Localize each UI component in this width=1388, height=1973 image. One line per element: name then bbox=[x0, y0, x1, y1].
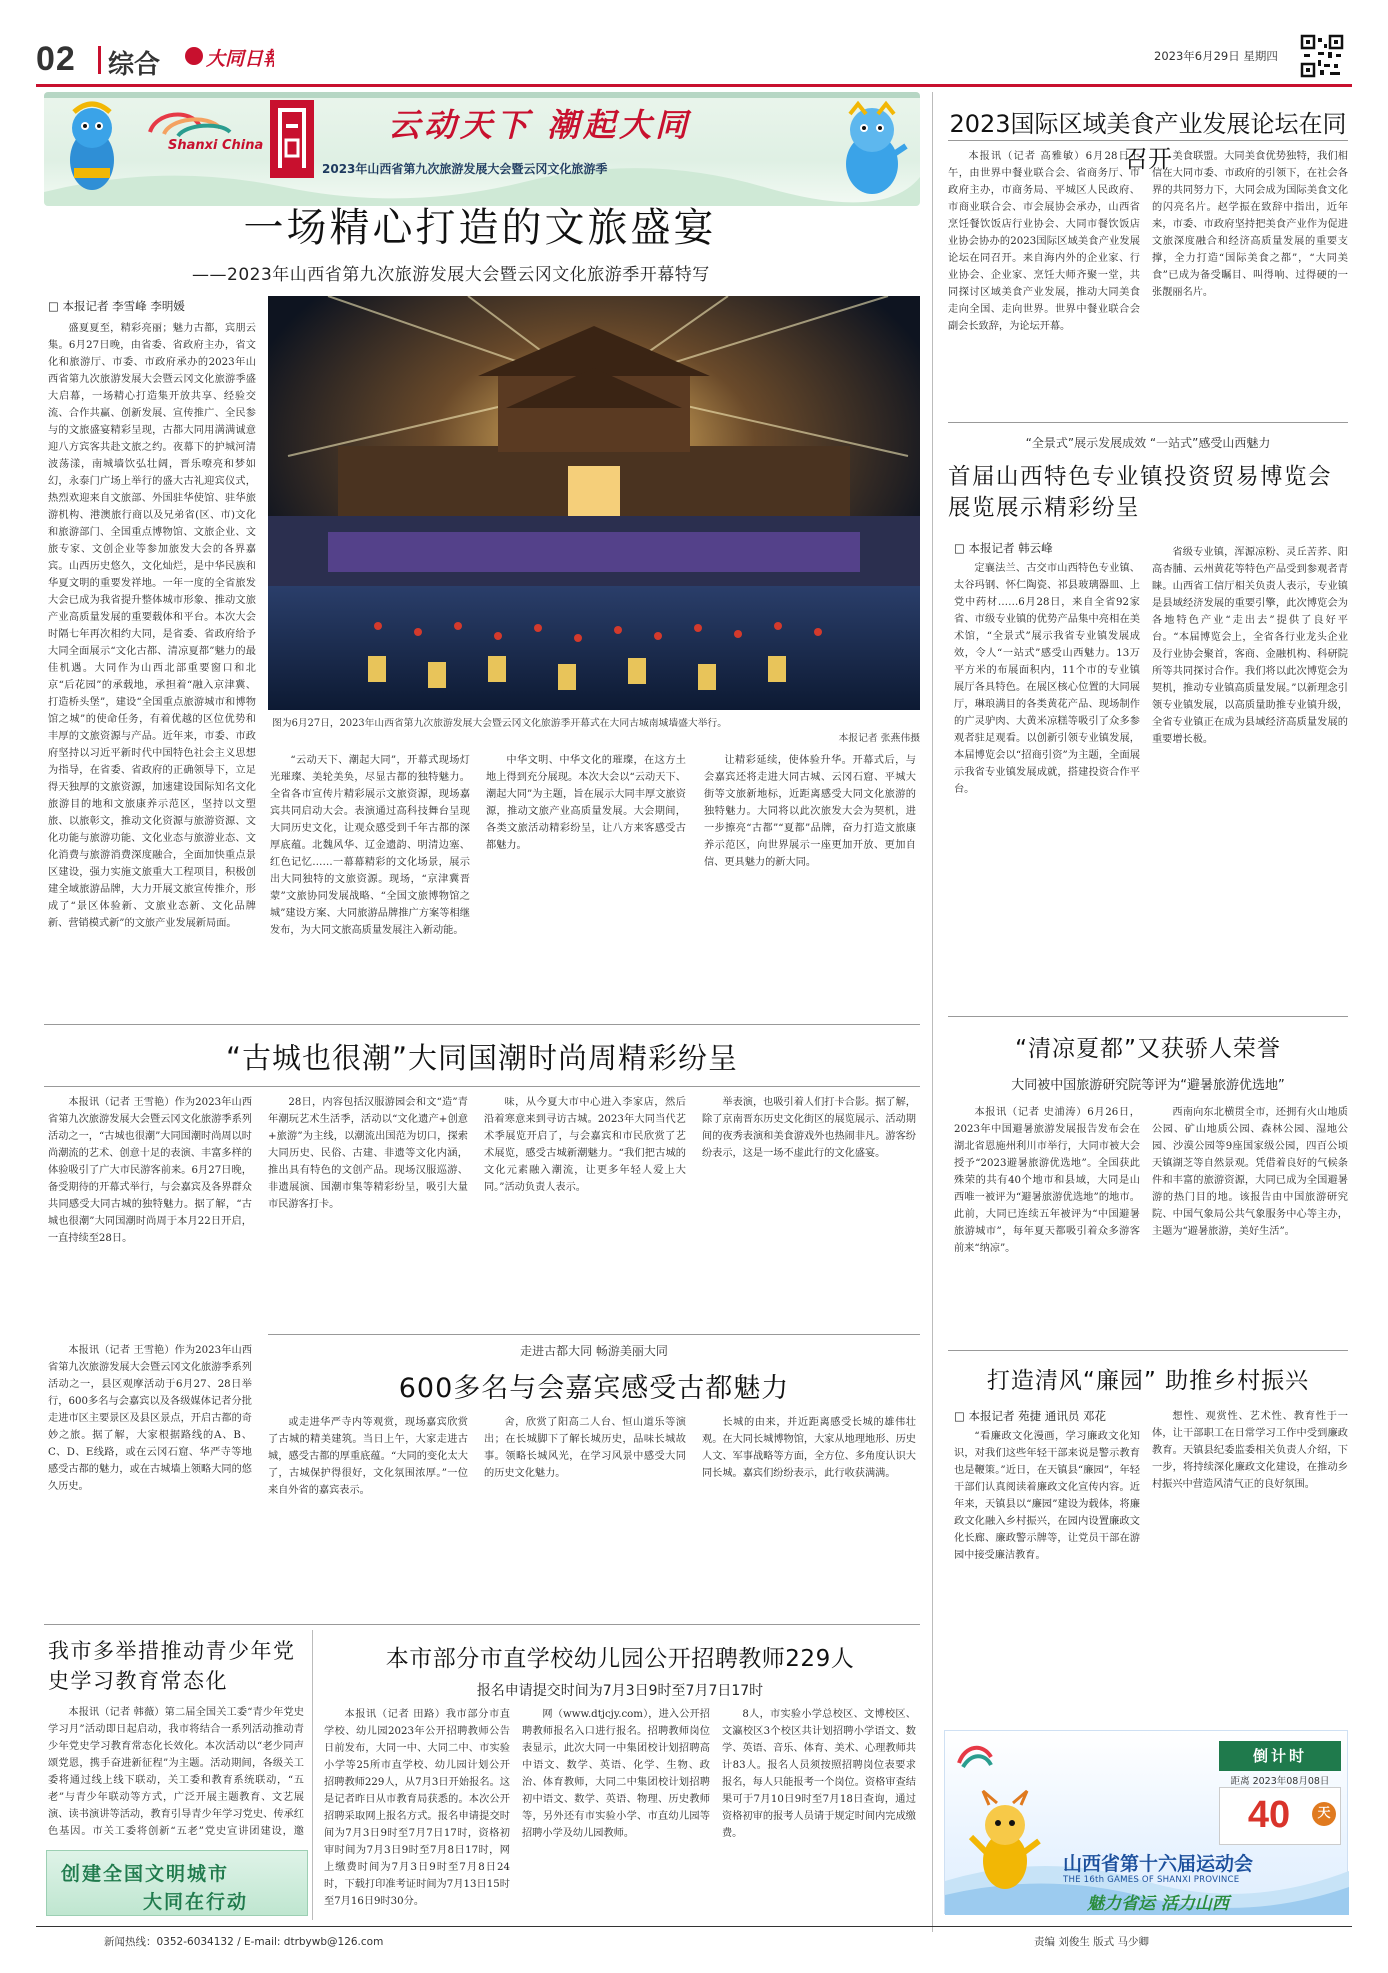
trend-week-column-3-text: 味，从今夏大市中心进入李家店，然后沿着寒意来到寻访古城。2023年大同当代艺术季展览开启了，与会嘉宾和市民欣赏了艺术展览，感受古城新潮魅力。“我们把古城的文化元素融入潮流，让更多年轻人爱上大同。”活动负责人表示。 bbox=[484, 1097, 686, 1193]
youth-history-byline: 本报讯（记者 韩薇） bbox=[68, 1707, 165, 1718]
guests-column-2-text: 或走进华严寺内等观赏，现场嘉宾欣赏了古城的精美建筑。当日上午，大家走进古城，感受古都的厚重底蕴。“大同的变化太大了，古城保护得很好，文化氛围浓厚。”一位来自外省的嘉宾表示。 bbox=[268, 1417, 468, 1496]
newspaper-logo bbox=[182, 40, 274, 76]
guests-column-1 bbox=[48, 1342, 252, 1612]
footer-contact: 新闻热线：0352-6034132 / E-mail: dtrbywb@126.com bbox=[104, 1936, 384, 1948]
guests-headline: 600多名与会嘉宾感受古都魅力 bbox=[398, 1373, 790, 1404]
clean-garden-column-1 bbox=[954, 1428, 1140, 1718]
lead-column-2-text: “云动天下、潮起大同”，开幕式现场灯光璀璨、美轮美奂，尽显古都的独特魅力。全省各市宣传片精彩展示文旅资源，现场嘉宾共同启动大会。表演通过高科技舞台呈现大同历史文化，让观众感受到千年古都的深厚底蕴。北魏风华、辽金遗韵、明清边塞、红色记忆……一幕幕精彩的文化场景，展示出大同独特的文旅资源。现场，“京津冀晋蒙”文旅协同发展战略、“全国文旅博物馆之城”建设方案、大同旅游品牌推广方案等相继发布，为大同文旅高质量发展注入新动能。 bbox=[270, 755, 470, 936]
civilized-city-line-2: 大同在行动 bbox=[143, 1891, 249, 1913]
rule bbox=[268, 1334, 920, 1335]
trend-week-column-1-text: 作为2023年山西省第九次旅游发展大会暨云冈文化旅游季系列活动之一，“古城也很潮”大同国潮时尚周以时尚潮流的艺术、创意十足的表演、丰富多样的体验吸引了广大市民游客前来。6月27日晚，备受期待的开幕式举行，与会嘉宾及各界群众共同感受大同古城的独特魅力。据了解，“古城也很潮”大同国潮时尚周于本月22日开启，一直持续至28日。 bbox=[48, 1097, 252, 1244]
mascot-right-icon bbox=[836, 100, 908, 200]
issue-date: 2023年6月29日 星期四 bbox=[1154, 49, 1278, 63]
clean-garden-column-2 bbox=[1152, 1408, 1348, 1718]
photo-caption bbox=[272, 716, 920, 746]
expo-headline: 首届山西特色专业镇投资贸易博览会展览展示精彩纷呈 bbox=[948, 464, 1333, 521]
civilized-city-banner bbox=[46, 1850, 308, 1916]
svg-text:大同日報: 大同日 bbox=[206, 48, 264, 70]
trend-week-byline: 本报讯（记者 王雪艳） bbox=[68, 1097, 175, 1108]
teacher-recruit-subheadline: 报名申请提交时间为7月3日9时至7月7日17时 bbox=[476, 1683, 764, 1699]
trend-week-headline: “古城也很潮”大同国潮时尚周精彩纷呈 bbox=[225, 1041, 739, 1075]
countdown-date: 距离 2023年08月08日 bbox=[1230, 1776, 1330, 1787]
expo-column-2-text: 省级专业镇，浑源凉粉、灵丘苦荞、阳高杏脯、云州黄花等特色产品受到参观者青睐。山西省工信厅相关负责人表示，专业镇是县域经济发展的重要引擎，此次博览会为各地特色产业“走出去”提供了良好平台。“本届博览会上，全省各行业龙头企业及行业协会聚首，客商、金融机构、科研院所等共同探讨合作。我们将以此次博览会为契机，推动专业镇高质量发展。”以新理念引领专业镇发展，以高质量助推专业镇升级，全省专业镇正在成为县域经济高质量发展的重要增长极。 bbox=[1152, 547, 1348, 745]
lead-byline: □ 本报记者 李雪峰 李明媛 bbox=[48, 299, 185, 313]
countdown-unit: 天 bbox=[1312, 1802, 1336, 1826]
teacher-recruit-column-3 bbox=[722, 1706, 916, 1916]
countdown-value: 40 bbox=[1247, 1794, 1291, 1836]
banner-slogan: 云动天下 潮起大同 bbox=[388, 106, 692, 144]
rule bbox=[44, 1624, 920, 1625]
trend-week-column-1 bbox=[48, 1094, 252, 1326]
expo-byline: □ 本报记者 韩云峰 bbox=[954, 541, 1053, 555]
banner-brand: Shanxi China bbox=[168, 138, 264, 153]
games-mascot-icon bbox=[965, 1789, 1045, 1899]
cool-city-column-1-text: 6月26日，2023年中国避暑旅游发展报告发布会在湖北省恩施州利川市举行，大同市被大会授予“2023避暑旅游优选地”。全国获此殊荣的共有40个地市和县域，大同是山西唯一被评为“避暑旅游优选地”的地市。此前，大同已连续五年被评为“中国避暑旅游城市”，每年夏天都吸引着众多游客前来“纳凉”。 bbox=[954, 1107, 1140, 1254]
lead-subheadline: ——2023年山西省第九次旅游发展大会暨云冈文化旅游季开幕特写 bbox=[192, 265, 710, 285]
youth-history-column bbox=[48, 1704, 304, 1842]
mascot-left-icon bbox=[64, 100, 120, 196]
rule bbox=[948, 1016, 1348, 1017]
rule bbox=[948, 140, 1348, 141]
guests-byline: 本报讯（记者 王雪艳） bbox=[68, 1345, 175, 1356]
teacher-recruit-headline: 本市部分市直学校幼儿园公开招聘教师229人 bbox=[385, 1646, 855, 1672]
trend-week-column-4-text: 举表演，也吸引着人们打卡合影。据了解，除了京南晋东历史文化街区的展览展示、活动期间的夜秀表演和美食游戏外也热闹非凡。游客纷纷表示，这是一场不虚此行的文化盛宴。 bbox=[702, 1097, 916, 1159]
yungang-seal-icon bbox=[270, 100, 314, 178]
youth-history-column-text: 第二届全国关工委“青少年党史学习月”活动即日起启动，我市将结合一系列活动推动青少年党史学习教育常态化长效化。本次活动以“老少同声颂党恩，携手奋进新征程”为主题。活动期间，各级关工委将通过线上线下联动，关工委和教育系统联动，“五老”与青少年联动等方式，广泛开展主题教育、文艺展演、读书演讲等活动，教育引导青少年学习党史、传承红色基因。市关工委将创新“五老”党史宣讲团建设，邀 bbox=[48, 1707, 304, 1837]
games-english-title: THE 16th GAMES OF SHANXI PROVINCE bbox=[1063, 1875, 1240, 1885]
photo-caption-text: 图为6月27日，2023年山西省第九次旅游发展大会暨云冈文化旅游季开幕式在大同古城南城墙盛大举行。 bbox=[272, 718, 728, 729]
cool-city-column-2 bbox=[1152, 1104, 1348, 1336]
cool-city-subheadline: 大同被中国旅游研究院等评为“避暑旅游优选地” bbox=[1011, 1078, 1285, 1093]
column-divider bbox=[932, 92, 933, 1932]
page-number: 02 bbox=[36, 40, 76, 78]
forum-headline: 2023国际区域美食产业发展论坛在同召开 bbox=[949, 110, 1347, 173]
teacher-recruit-column-1-text: 我市部分市直学校、幼儿园2023年公开招聘教师公告日前发布，大同一中、大同二中、市实验小学等25所市直学校、幼儿园计划公开招聘教师229人，从7月3日开始报名。这是记者昨日从市教育局获悉的。本次公开招聘采取网上报名方式。报名申请提交时间为7月3日9时至7月7日17时，资格初审时间为7月3日9时至7月8日17时，网上缴费时间为7月3日9时至7月8日24时，下载打印准考证时间为7月13日15时至7月16日9时30分。 bbox=[324, 1709, 510, 1907]
lead-headline: 一场精心打造的文旅盛宴 bbox=[243, 205, 717, 251]
games-slogan: 魅力省运 活力山西 bbox=[1087, 1894, 1229, 1914]
photo-credit: 本报记者 张燕伟摄 bbox=[838, 733, 920, 744]
cool-city-column-2-text: 西南向东北横贯全市，还拥有火山地质公园、矿山地质公园、森林公园、湿地公园、沙漠公园等9座国家级公园，四百公顷天镇湖芝等自然景观。凭借着良好的气候条件和丰富的旅游资源，大同已成为全国避暑游的热门目的地。该报告由中国旅游研究院、中国气象局公共气象服务中心等主办，主题为“避暑旅游，美好生活”。 bbox=[1152, 1107, 1348, 1237]
lead-photo bbox=[268, 296, 920, 710]
trend-week-column-4 bbox=[702, 1094, 916, 1326]
games-emblem-icon bbox=[955, 1739, 995, 1773]
qr-code-icon bbox=[1300, 34, 1344, 78]
forum-column-2-text: 美食联盟。大同美食优势独特，我们相信在大同市委、市政府的引领下，在社会各界的共同努力下，大同会成为国际美食文化的闪亮名片。赵学振在致辞中指出，近年来，市委、市政府坚持把美食产业作为促进文旅深度融合和经济高质量发展的重要支撑，全力打造“国际美食之都”，“大同美食”已成为备受瞩目、叫得响、过得硬的一张靓丽名片。 bbox=[1152, 151, 1348, 298]
footer-editors: 责编 刘俊生 版式 马少卿 bbox=[1034, 1936, 1150, 1948]
teacher-recruit-byline: 本报讯（记者 田路） bbox=[344, 1709, 446, 1720]
clean-garden-byline: □ 本报记者 苑捷 通讯员 邓花 bbox=[954, 1409, 1106, 1423]
banner-subtitle: 2023年山西省第九次旅游发展大会暨云冈文化旅游季 bbox=[322, 162, 608, 176]
clean-garden-column-2-text: 想性、观赏性、艺术性、教育性于一体，让干部职工在日常学习工作中受到廉政教育。天镇县纪委监委相关负责人介绍，下一步，将持续深化廉政文化建设，在推动乡村振兴中营造风清气正的良好氛围。 bbox=[1152, 1411, 1348, 1490]
rule bbox=[44, 1024, 920, 1025]
guests-column-3-text: 舍，欣赏了阳高二人台、恒山道乐等演出；在长城脚下了解长城历史，品味长城故事。领略长城风光，在学习风景中感受大同的历史文化魅力。 bbox=[484, 1417, 686, 1479]
games-title: 山西省第十六届运动会 bbox=[1063, 1853, 1254, 1875]
guests-column-4 bbox=[702, 1414, 916, 1612]
rule bbox=[44, 1086, 920, 1087]
column-divider bbox=[312, 1630, 313, 1920]
expo-column-2 bbox=[1152, 544, 1348, 998]
teacher-recruit-column-2-text: 网（www.dtjcjy.com），进入公开招聘教师报名入口进行报名。招聘教师岗位表显示，此次大同一中集团校计划招聘高中语文、数学、英语、化学、生物、政治、体育教师，大同二中集团校计划招聘初中语文、数学、英语、物理、历史教师等，另外还有市实验小学、市直幼儿园等招聘小学及幼儿园教师。 bbox=[522, 1709, 710, 1839]
trend-week-column-2-text: 28日，内容包括汉服游园会和文“造”青年潮玩艺术生活季，活动以“文化遗产+创意+旅游”为主线，以潮流出国范为切口，探索大同历史、民俗、古建、非遗等文化内涵，推出具有特色的文创产品。现场汉服巡游、非遗展演、国潮市集等精彩纷呈，吸引大量市民游客打卡。 bbox=[268, 1097, 468, 1210]
guests-column-3 bbox=[484, 1414, 686, 1612]
lead-column-2 bbox=[270, 752, 470, 1012]
section-label: 综合 bbox=[108, 50, 161, 80]
expo-kicker: “全景式”展示发展成效 “一站式”感受山西魅力 bbox=[1025, 436, 1271, 450]
guests-column-4-text: 长城的由来，并近距离感受长城的雄伟壮观。在大同长城博物馆，大家从地理地形、历史人文、军事战略等方面，全方位、多角度认识大同长城。嘉宾们纷纷表示，此行收获满满。 bbox=[702, 1417, 916, 1479]
trend-week-column-2 bbox=[268, 1094, 468, 1326]
forum-column-1 bbox=[948, 148, 1140, 398]
clean-garden-column-1-text: “看廉政文化漫画，学习廉政文化知识，对我们这些年轻干部来说是警示教育也是鞭策。”近日，在天镇县“廉园”，年轻干部们认真阅读着廉政文化宣传内容。近年来，天镇县以“廉园”建设为载体，将廉政文化融入乡村振兴，在园内设置廉政文化长廊、廉政警示牌等，让党员干部在游园中接受廉洁教育。 bbox=[954, 1431, 1140, 1561]
header-divider bbox=[98, 46, 101, 74]
guests-column-1-text: 作为2023年山西省第九次旅游发展大会暨云冈文化旅游季系列活动之一，县区观摩活动于6月27、28日举行，600多名与会嘉宾以及各级媒体记者分批走进市区主要景区及县区景点，开启古都的奇妙之旅。据了解，大家根据路线的A、B、C、D、E线路，或在云冈石窟、华严寺等地感受古都的魅力，或在古城墙上领略大同的悠久历史。 bbox=[48, 1345, 252, 1492]
teacher-recruit-column-3-text: 8人，市实验小学总校区、文博校区、文瀛校区3个校区共计划招聘小学语文、数学、英语、音乐、体育、美术、心理教师共计83人。报名人员须按照招聘岗位表要求报名，每人只能报考一个岗位。资格审查结果可于7月10日9时至7月18日查询，通过资格初审的报考人员请于规定时间内完成缴费。 bbox=[722, 1709, 916, 1839]
cool-city-headline: “清凉夏都”又获骄人荣誉 bbox=[1015, 1036, 1281, 1062]
clean-garden-headline: 打造清风“廉园” 助推乡村振兴 bbox=[986, 1368, 1310, 1394]
forum-column-2 bbox=[1152, 148, 1348, 398]
guests-column-2 bbox=[268, 1414, 468, 1612]
sports-games-ad bbox=[944, 1730, 1348, 1914]
lead-column-4-text: 让精彩延续，使体验升华。开幕式后，与会嘉宾还将走进大同古城、云冈石窟、平城大街等文旅新地标，近距离感受大同文化旅游的独特魅力。大同将以此次旅发大会为契机，进一步擦亮“古都”“夏都”品牌，奋力打造文旅康养示范区，向世界展示一座更加开放、更加自信、更具魅力的新大同。 bbox=[704, 755, 916, 868]
guests-kicker: 走进古都大同 畅游美丽大同 bbox=[520, 1344, 668, 1358]
lead-column-3-text: 中华文明、中华文化的璀璨，在这方土地上得到充分展现。本次大会以“云动天下、潮起大同”为主题，旨在展示大同丰厚文旅资源，推动文旅产业高质量发展。大会期间，各类文旅活动精彩纷呈，让八方来客感受古都魅力。 bbox=[486, 755, 686, 851]
rule bbox=[948, 422, 1348, 423]
cool-city-byline: 本报讯（记者 史浦涛） bbox=[974, 1107, 1088, 1118]
teacher-recruit-column-1 bbox=[324, 1706, 510, 1916]
expo-column-1 bbox=[954, 560, 1140, 998]
forum-byline: 本报讯（记者 高雅敏） bbox=[968, 151, 1086, 162]
rule bbox=[948, 1350, 1348, 1351]
cool-city-column-1 bbox=[954, 1104, 1140, 1336]
teacher-recruit-column-2 bbox=[522, 1706, 710, 1916]
countdown-label: 倒计时 bbox=[1219, 1741, 1341, 1771]
lead-column-1 bbox=[48, 320, 256, 1012]
header-rule bbox=[36, 84, 1352, 87]
lead-column-1-text: 盛夏夏至，精彩亮丽；魅力古都，宾朋云集。6月27日晚，由省委、省政府主办，省文化和旅游厅、市委、市政府承办的2023年山西省第九次旅游发展大会暨云冈文化旅游季盛大启幕，一场精心打造集开放共享、经验交流、合作共赢、创新发展、宣传推广、全民参与的文旅盛宴精彩呈现，古都大同用满满诚意迎八方宾客共赴文旅之约。夜幕下的护城河清波荡漾，南城墙饮弘壮阔，晋乐嘹亮和梦如幻，永泰门广场上举行的盛大古礼迎宾仪式，热烈欢迎来自文旅部、外国驻华使馆、驻华旅游机构、港澳旅行商以及兄弟省(区、市)文化和旅游部门、全国重点博物馆、文旅企业、文旅专家、文创企业等参加旅发大会的各界嘉宾。山西历史悠久，文化灿烂，是中华民族和华夏文明的重要发祥地。一年一度的全省旅发大会已成为我省提升整体城市形象、推动文旅产业高质量发展的重要载体和平台。本次大会时隔七年再次相约大同，是省委、省政府给予大同全面展示“文化古都、清凉夏都”魅力的最佳机遇。大同作为山西北部重要窗口和北京“后花园”的承载地，承担着“融入京津冀、打造桥头堡”，建设“全国重点旅游城市和博物馆之城”的使命任务，有着优越的区位优势和丰厚的文旅资源与产品。近年来，市委、市政府坚持以习近平新时代中国特色社会主义思想为指导，在省委、省政府的正确领导下，立足得天独厚的文旅资源，加速建设国际知名文化旅游目的地和文旅康养示范区，坚持以文塑旅、以旅彰文，推动文化资源与旅游资源、文化功能与旅游功能、文化业态与旅游业态、文化消费与旅游消费深度融合，全面加快重点景区建设，强力实施文旅重大工程项目，积极创建全域旅游品牌，大力开展文旅宣传推介，形成了“景区体验新、文旅业态新、文化品牌新、营销模式新”的文旅产业发展新局面。 bbox=[48, 323, 256, 929]
countdown-box bbox=[1219, 1787, 1341, 1845]
expo-column-1-text: 定襄法兰、古交市山西特色专业镇、太谷玛钢、怀仁陶瓷、祁县玻璃器皿、上党中药材……6月28日，来自全省92家省、市级专业镇的优势产品集中亮相在美术馆，“全景式”展示我省专业镇发展成效，令人“一站式”感受山西魅力。13万平方米的布展面积内，11个市的专业镇展厅各具特色。在展区核心位置的大同展厅，琳琅满目的各类黄花产品、现场制作的广灵驴肉、大黄米凉糕等吸引了众多参观者驻足观看。以创新引领专业镇发展，本届博览会以“招商引资”为主题，全面展示我省专业镇发展成就，搭建投资合作平台。 bbox=[954, 563, 1140, 795]
forum-column-1-text: 6月28日上午，由世界中餐业联合会、省商务厅、市政府主办，市商务局、平城区人民政府、市商业联合会、市会展协会承办，山西省烹饪餐饮饭店行业协会、大同市餐饮饭店业协会协办的2023国际区域美食产业发展论坛在同召开。来自海内外的企业家、行业协会、企业家、烹饪大师齐聚一堂，共同探讨区域美食产业发展，推动大同美食走向全国、走向世界。世界中餐业联合会副会长致辞，为论坛开幕。 bbox=[948, 151, 1140, 332]
lead-column-3 bbox=[486, 752, 686, 1012]
trend-week-column-3 bbox=[484, 1094, 686, 1326]
lead-column-4 bbox=[704, 752, 916, 1012]
youth-history-headline: 我市多举措推动青少年党史学习教育常态化 bbox=[48, 1639, 296, 1693]
footer-rule bbox=[36, 1926, 1352, 1927]
civilized-city-line-1: 创建全国文明城市 bbox=[61, 1863, 230, 1885]
